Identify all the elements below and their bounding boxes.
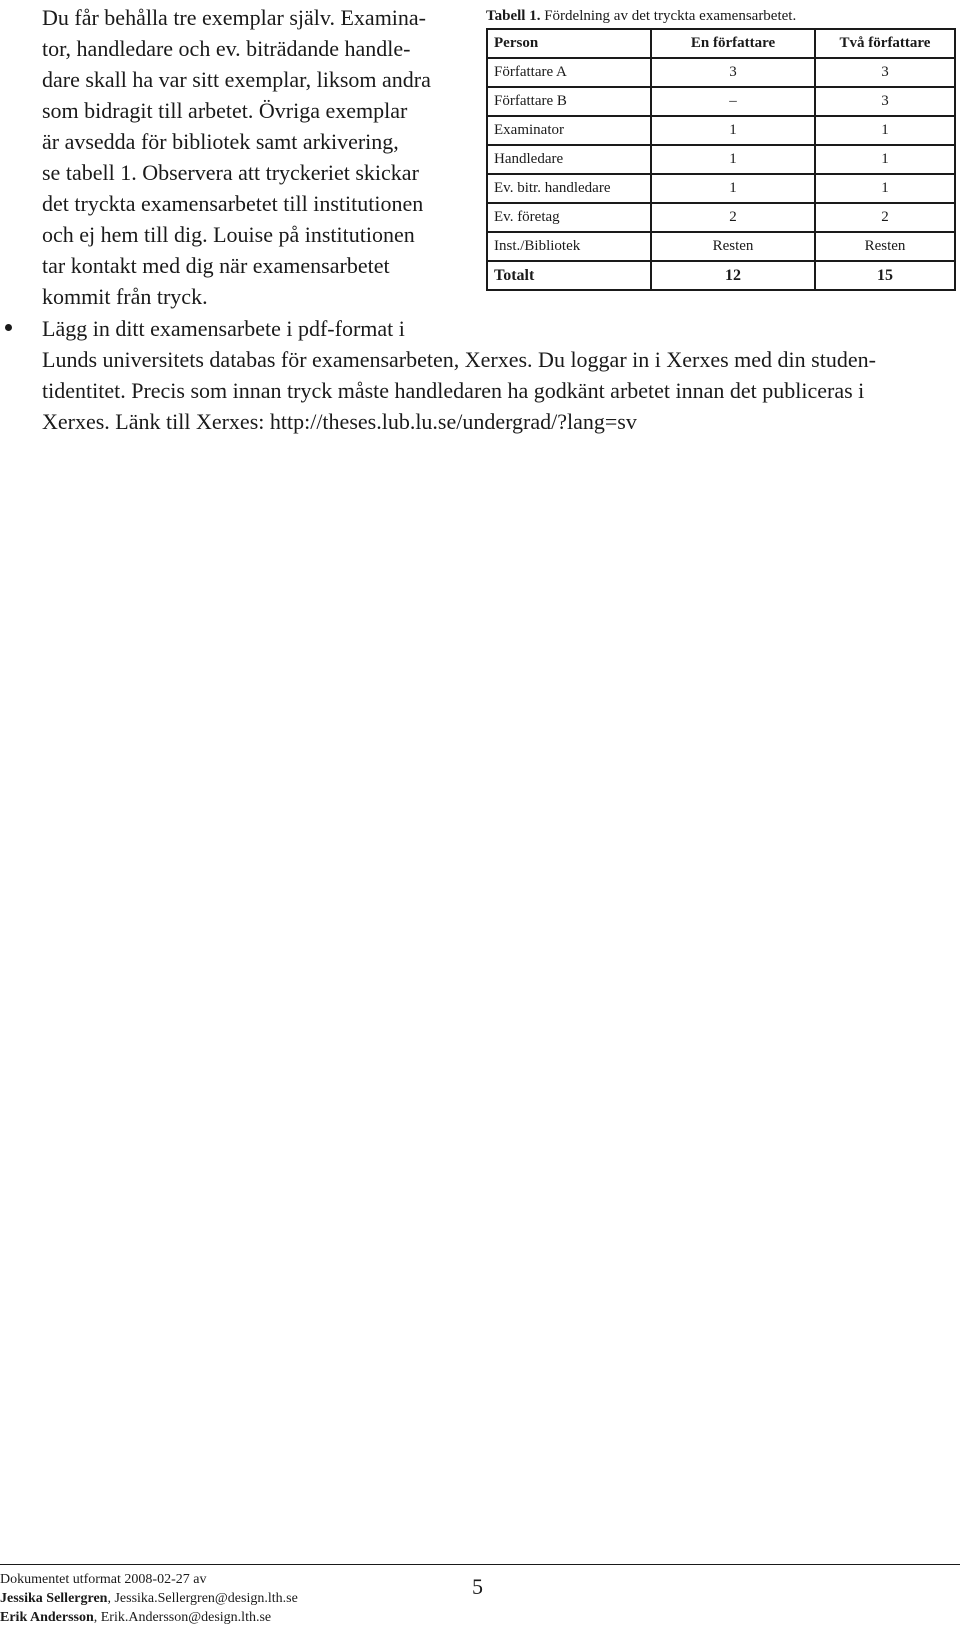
- table-row: [487, 174, 955, 203]
- table-cell: Resten: [815, 232, 955, 261]
- bullet-line: tidentitet. Precis som innan tryck måste handledaren ha godkänt arbetet innan det publiceras i: [42, 378, 865, 403]
- table-total-row: [487, 261, 955, 290]
- paragraph-line: det tryckta examensarbetet till institutionen: [42, 191, 424, 216]
- footer-author-line: [0, 1608, 298, 1627]
- table-cell: Författare B: [487, 87, 651, 116]
- paragraph-line: kommit från tryck.: [42, 284, 208, 309]
- footer-author-email: , Erik.Andersson@design.lth.se: [93, 1610, 272, 1625]
- bullet-line: Lägg in ditt examensarbete i pdf-format i: [42, 316, 405, 341]
- table-cell: 1: [815, 174, 955, 203]
- table-cell: –: [651, 87, 815, 116]
- table-row: [487, 145, 955, 174]
- footer-divider: [0, 1564, 960, 1565]
- table-row: [487, 232, 955, 261]
- distribution-table-block: [486, 6, 956, 291]
- paragraph-line: är avsedda för bibliotek samt arkivering,: [42, 129, 399, 154]
- table-cell: Examinator: [487, 116, 651, 145]
- total-one-author: 12: [651, 261, 815, 290]
- table-row: [487, 87, 955, 116]
- table-cell: Resten: [651, 232, 815, 261]
- table-cell: 1: [651, 116, 815, 145]
- paragraph-line: tor, handledare och ev. biträdande handle-: [42, 36, 411, 61]
- table-caption-text: Fördelning av det tryckta examensarbetet.: [544, 8, 797, 24]
- bullet-line: Xerxes. Länk till Xerxes: http://theses.lub.lu.se/undergrad/?lang=sv: [42, 409, 637, 434]
- header-one-author: En författare: [651, 29, 815, 58]
- total-two-authors: 15: [815, 261, 955, 290]
- table-cell: Inst./Bibliotek: [487, 232, 651, 261]
- paragraph-line: och ej hem till dig. Louise på institutionen: [42, 222, 415, 247]
- paragraph-line: som bidragit till arbetet. Övriga exemplar: [42, 98, 408, 123]
- table-row: [487, 116, 955, 145]
- table-cell: 1: [815, 116, 955, 145]
- paragraph-line: tar kontakt med dig när examensarbetet: [42, 253, 390, 278]
- bullet-item: [0, 313, 960, 437]
- footer: [0, 1570, 298, 1627]
- table-header-row: [487, 29, 955, 58]
- bullet-dot-icon: [5, 324, 12, 331]
- table-caption: [486, 6, 956, 28]
- table-cell: Författare A: [487, 58, 651, 87]
- table-cell: 1: [815, 145, 955, 174]
- table-cell: 3: [815, 87, 955, 116]
- footer-author-name: Jessika Sellergren: [0, 1591, 108, 1606]
- table-cell: Ev. bitr. handledare: [487, 174, 651, 203]
- table-row: [487, 203, 955, 232]
- footer-created-line: Dokumentet utformat 2008-02-27 av: [0, 1572, 207, 1587]
- header-person: Person: [487, 29, 651, 58]
- paragraph-line: se tabell 1. Observera att tryckeriet skickar: [42, 160, 419, 185]
- table-cell: 2: [815, 203, 955, 232]
- paragraph-line: Du får behålla tre exemplar själv. Examina-: [42, 5, 427, 30]
- footer-author-name: Erik Andersson: [0, 1610, 94, 1625]
- table-cell: 3: [815, 58, 955, 87]
- table-cell: Ev. företag: [487, 203, 651, 232]
- distribution-table: [486, 28, 956, 291]
- table-row: [487, 58, 955, 87]
- table-cell: 1: [651, 174, 815, 203]
- footer-author-line: [0, 1589, 298, 1608]
- page-number: 5: [472, 1574, 483, 1599]
- table-caption-label: Tabell 1.: [486, 8, 541, 24]
- table-cell: Handledare: [487, 145, 651, 174]
- bullet-line: Lunds universitets databas för examensarbeten, Xerxes. Du loggar in i Xerxes med din studen-: [42, 347, 876, 372]
- total-label: Totalt: [487, 261, 651, 290]
- body-paragraph: [42, 2, 472, 312]
- footer-author-email: , Jessika.Sellergren@design.lth.se: [107, 1591, 298, 1606]
- paragraph-line: dare skall ha var sitt exemplar, liksom andra: [42, 67, 431, 92]
- table-cell: 1: [651, 145, 815, 174]
- table-cell: 2: [651, 203, 815, 232]
- table-cell: 3: [651, 58, 815, 87]
- header-two-authors: Två författare: [815, 29, 955, 58]
